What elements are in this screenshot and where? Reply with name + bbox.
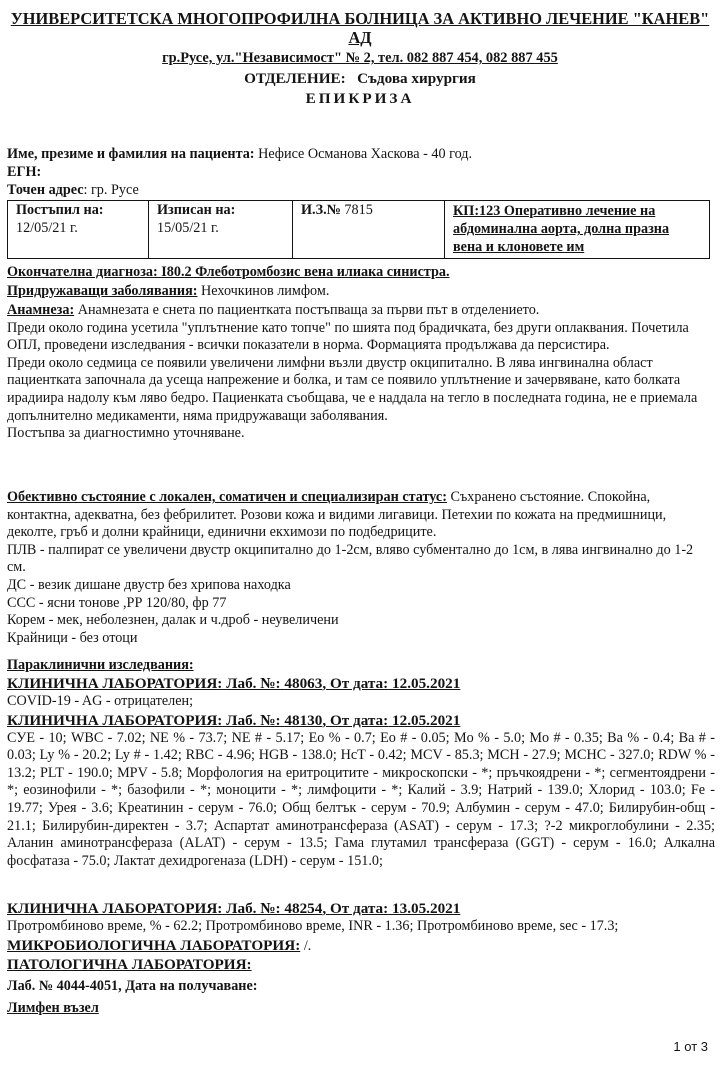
history-number: 7815 — [344, 202, 373, 218]
comorbidities-text: Нехочкинов лимфом. — [197, 283, 330, 299]
patient-address-label: Точен адрес — [7, 182, 84, 198]
department — [6, 70, 714, 88]
lab-date: 13.05.2021 — [392, 900, 461, 917]
comorbidities — [7, 283, 715, 301]
lab-section — [7, 675, 715, 710]
anamnesis-paragraph: Преди около седмица се появили увеличени лимфни възли двустр окципитално. В лява ингвинална област пациентката започнала да усеща напрежение и болка, и там се появило уплътнение и зачервяване, като болката ирадиира надолу към ляво бедро. Пациенката съобщава, че е наддала на тегло в последната година, не е приемала допълнително медикаменти, няма придружаващи заболявания. — [7, 354, 698, 424]
page-number: 1 от 3 — [673, 1039, 708, 1055]
clinical-pathway: КП:123 Оперативно лечение на абдоминална аорта, долна празна вена и клоновете им — [445, 201, 710, 259]
history-number-cell — [293, 201, 445, 259]
final-diagnosis: Окончателна диагноза: I80.2 Флеботромбозис вена илиака синистра. — [7, 264, 450, 280]
egn-label: ЕГН: — [7, 164, 42, 180]
respiratory: ДС - везик дишане двустр без хрипова находка — [7, 576, 291, 593]
lab-date-label: От дата: — [329, 675, 389, 692]
lab-date: 12.05.2021 — [392, 675, 461, 692]
microbiology-line — [7, 937, 715, 956]
admitted-cell — [8, 201, 149, 259]
admitted-label: Постъпил на: — [16, 202, 104, 218]
patient-address-line — [7, 182, 715, 200]
anamnesis-paragraph: Преди около година усетила "уплътнение като топче" по шията под брадичката, без други оплаквания. Почетила ОПЛ, проведени изследвания - всички показатели в норма. Формацията продължава да персистира. — [7, 319, 689, 354]
status-intro — [7, 489, 715, 542]
lab-title: КЛИНИЧНА ЛАБОРАТОРИЯ: — [7, 712, 223, 729]
history-number-label: И.З.№ — [301, 202, 341, 218]
anamnesis-paragraph: Постъпва за диагностимно уточняване. — [7, 425, 245, 442]
lab-number-label: Лаб. №: — [226, 712, 281, 729]
patient-name: Нефисе Османова Хаскова - 40 год. — [258, 146, 473, 162]
admitted-date: 12/05/21 г. — [16, 219, 78, 236]
anamnesis-label: Анамнеза: — [7, 302, 75, 318]
lab-title: КЛИНИЧНА ЛАБОРАТОРИЯ: — [7, 900, 223, 917]
microbiology-text: /. — [300, 938, 312, 954]
limbs: Крайници - без отоци — [7, 629, 138, 646]
comorbidities-label: Придружаващи заболявания: — [7, 283, 198, 299]
discharged-label: Изписан на: — [157, 202, 236, 218]
lab-date-label: От дата: — [329, 900, 389, 917]
lab-heading: КЛИНИЧНА ЛАБОРАТОРИЯ: Лаб. №: 48063, От дата: 12.05.2021 — [7, 675, 461, 692]
document-title: ЕПИКРИЗА — [305, 90, 415, 107]
anamnesis-intro — [7, 302, 715, 320]
lab-results: COVID-19 - AG - отрицателен; — [7, 692, 194, 709]
lab-date: 12.05.2021 — [392, 712, 461, 729]
patient-name-label: Име, презиме и фамилия на пациента: — [7, 146, 255, 162]
lab-number: 48063 — [284, 675, 323, 692]
lab-number: 48254 — [284, 900, 323, 917]
lab-number-label: Лаб. №: — [226, 675, 281, 692]
lymph-nodes: ПЛВ - палпират се увеличени двустр окципитално до 1-2см, вляво субментално до 1см, в лява ингвинално до 1-2 см. — [7, 541, 694, 576]
paraclinical-label: Параклинични изследвания: — [7, 657, 194, 673]
patient-address: : гр. Русе — [83, 182, 139, 198]
lab-title: КЛИНИЧНА ЛАБОРАТОРИЯ: — [7, 675, 223, 692]
lab-number: 48130 — [284, 712, 323, 729]
department-value: Съдова хирургия — [357, 70, 476, 87]
lab-section — [7, 900, 715, 935]
hospital-name: УНИВЕРСИТЕТСКА МНОГОПРОФИЛНА БОЛНИЦА ЗА АКТИВНО ЛЕЧЕНИЕ "КАНЕВ" АД — [10, 9, 710, 47]
admission-table — [7, 200, 710, 259]
abdomen: Корем - мек, неболезнен, далак и ч.дроб - неувеличени — [7, 612, 339, 629]
lab-section — [7, 712, 715, 870]
lab-results: СУЕ - 10; WBC - 7.02; NE % - 73.7; NE # - 5.17; Eo % - 0.7; Eo # - 0.05; Mo % - 5.0; Mo # - 0.35; Ba % - 0.4; Ba # - 0.03; Ly % - 20.2; Ly # - 1.42; RBC - 4.96; HGB - 138.0; HcT - 0.42; MCV - 85.3; MCH - 27.9; MCHC - 327.0; RDW % - 13.2; PLT - 190.0; MPV - 5.8; Морфология на еритроцитите - микроскопски - *; пръчкоядрени - *; сегментоядрени - *; еозинофили - *; базофили - *; моноцити - *; лимфоцити - *; Калий - 3.9; Натрий - 139.0; Хлорид - 103.0; Fe - 19.77; Урея - 3.6; Креатинин - серум - 76.0; Общ белтък - серум - 70.9; Албумин - серум - 47.0; Билирубин-общ - 21.1; Билирубин-директен - 3.7; Аспартат аминотрансфераза (ASAT) - серум - 17.3; ?-2 микроглобулини - 2.35; Аланин аминотрансфераза (ALAT) - серум - 13.5; Гама глутамил трансфераза (GGT) - серум - 16.0; Алкална фосфатаза - 75.0; Лактат дехидрогеназа (LDH) - серум - 151.0; — [7, 729, 715, 869]
pathology-material: Лимфен възел — [7, 1000, 99, 1016]
patient-name-line — [7, 146, 715, 164]
hospital-address: гр.Русе, ул."Независимост" № 2, тел. 082 887 454, 082 887 455 — [162, 50, 558, 66]
status-text: Съхранено състояние. Спокойна, контактна, адекватна, без фебрилитет. Розови кожа и видими лигавици. Петехии по кожата на предмишници, деколте, гръб и долни крайници, единични екхимози по подбедриците. — [7, 489, 667, 541]
status-label: Обективно състояние с локален, соматичен и специализиран статус: — [7, 489, 447, 505]
status-section — [7, 489, 715, 647]
anamnesis-text: Анамнезата е снета по пациентката постъпваща за първи път в отделението. — [74, 302, 540, 318]
lab-heading: КЛИНИЧНА ЛАБОРАТОРИЯ: Лаб. №: 48130, От дата: 12.05.2021 — [7, 712, 461, 729]
pathology-title: ПАТОЛОГИЧНА ЛАБОРАТОРИЯ: — [7, 956, 252, 973]
pathology-lab-line: Лаб. № 4044-4051, Дата на получаване: — [7, 978, 258, 994]
discharged-date: 15/05/21 г. — [157, 219, 219, 236]
lab-number-label: Лаб. №: — [226, 900, 281, 917]
department-label: ОТДЕЛЕНИЕ: — [244, 70, 346, 87]
anamnesis-section — [7, 302, 715, 443]
lab-heading: КЛИНИЧНА ЛАБОРАТОРИЯ: Лаб. №: 48254, От дата: 13.05.2021 — [7, 900, 461, 917]
discharged-cell — [149, 201, 293, 259]
lab-results: Протромбиново време, % - 62.2; Протромбиново време, INR - 1.36; Протромбиново време, sec - 17.3; — [7, 917, 619, 934]
cardiovascular: ССС - ясни тонове ,РР 120/80, фр 77 — [7, 594, 227, 611]
microbiology-title: МИКРОБИОЛОГИЧНА ЛАБОРАТОРИЯ: — [7, 937, 301, 954]
lab-date-label: От дата: — [329, 712, 389, 729]
